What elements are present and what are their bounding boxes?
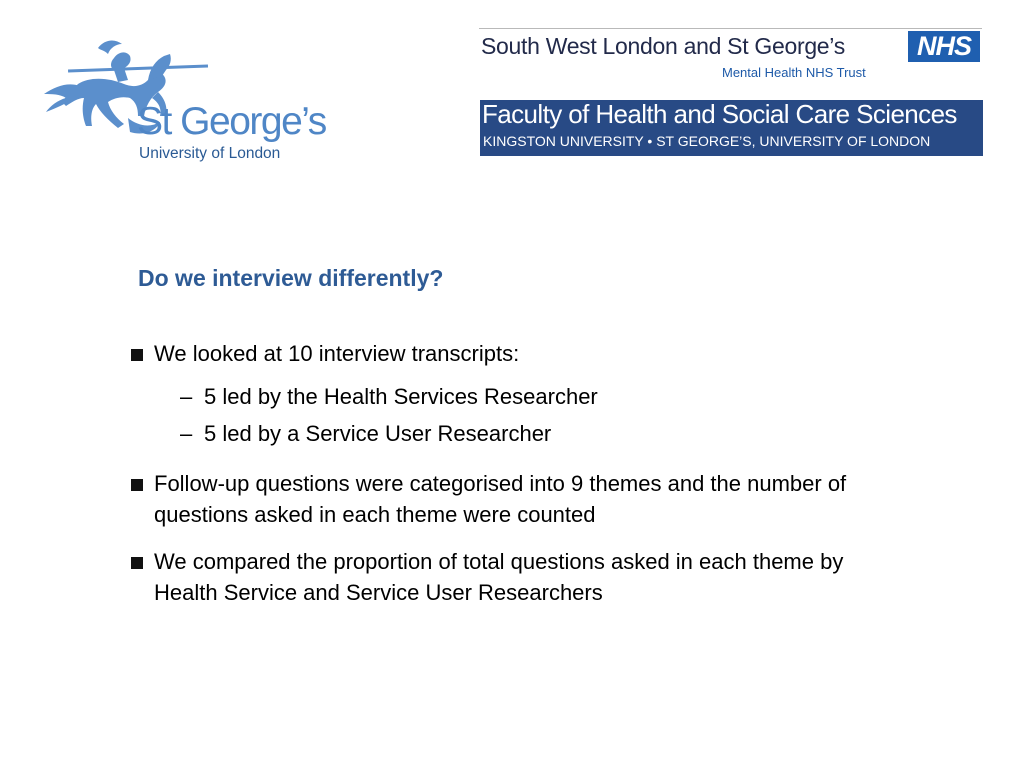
square-bullet-icon [131,349,143,361]
st-georges-logo [38,36,328,166]
sub-bullet-item [180,415,870,452]
bullet-text: Follow-up questions were categorised into 9 themes and the number of questions asked in each theme were counted [154,471,847,527]
swl-trust-logo [479,28,982,82]
faculty-logo [480,100,983,156]
sub-bullet-text: 5 led by a Service User Researcher [204,421,552,446]
st-georges-name: St George’s [137,100,326,143]
swl-trust-subtitle: Mental Health NHS Trust [722,65,866,80]
bullet-text: We looked at 10 interview transcripts: [154,341,520,366]
sub-bullet-list [180,378,870,452]
sub-bullet-text: 5 led by the Health Services Researcher [204,384,598,409]
faculty-subtitle: KINGSTON UNIVERSITY • ST GEORGE’S, UNIVERSITY OF LONDON [483,133,931,149]
st-georges-subtitle: University of London [139,145,281,162]
square-bullet-icon [131,557,143,569]
nhs-badge: NHS [908,31,980,62]
bullet-item [130,338,870,452]
dash-bullet-icon: – [180,384,193,409]
bullet-item [130,546,870,608]
slide-content [130,338,870,624]
square-bullet-icon [131,479,143,491]
bullet-text: We compared the proportion of total questions asked in each theme by Health Service and Service User Researchers [154,549,844,605]
faculty-title: Faculty of Health and Social Care Sciences [482,100,957,129]
sub-bullet-item [180,378,870,415]
slide-title: Do we interview differently? [138,265,444,291]
bullet-item [130,468,870,530]
dash-bullet-icon: – [180,421,193,446]
swl-trust-title: South West London and St George’s [481,33,845,59]
